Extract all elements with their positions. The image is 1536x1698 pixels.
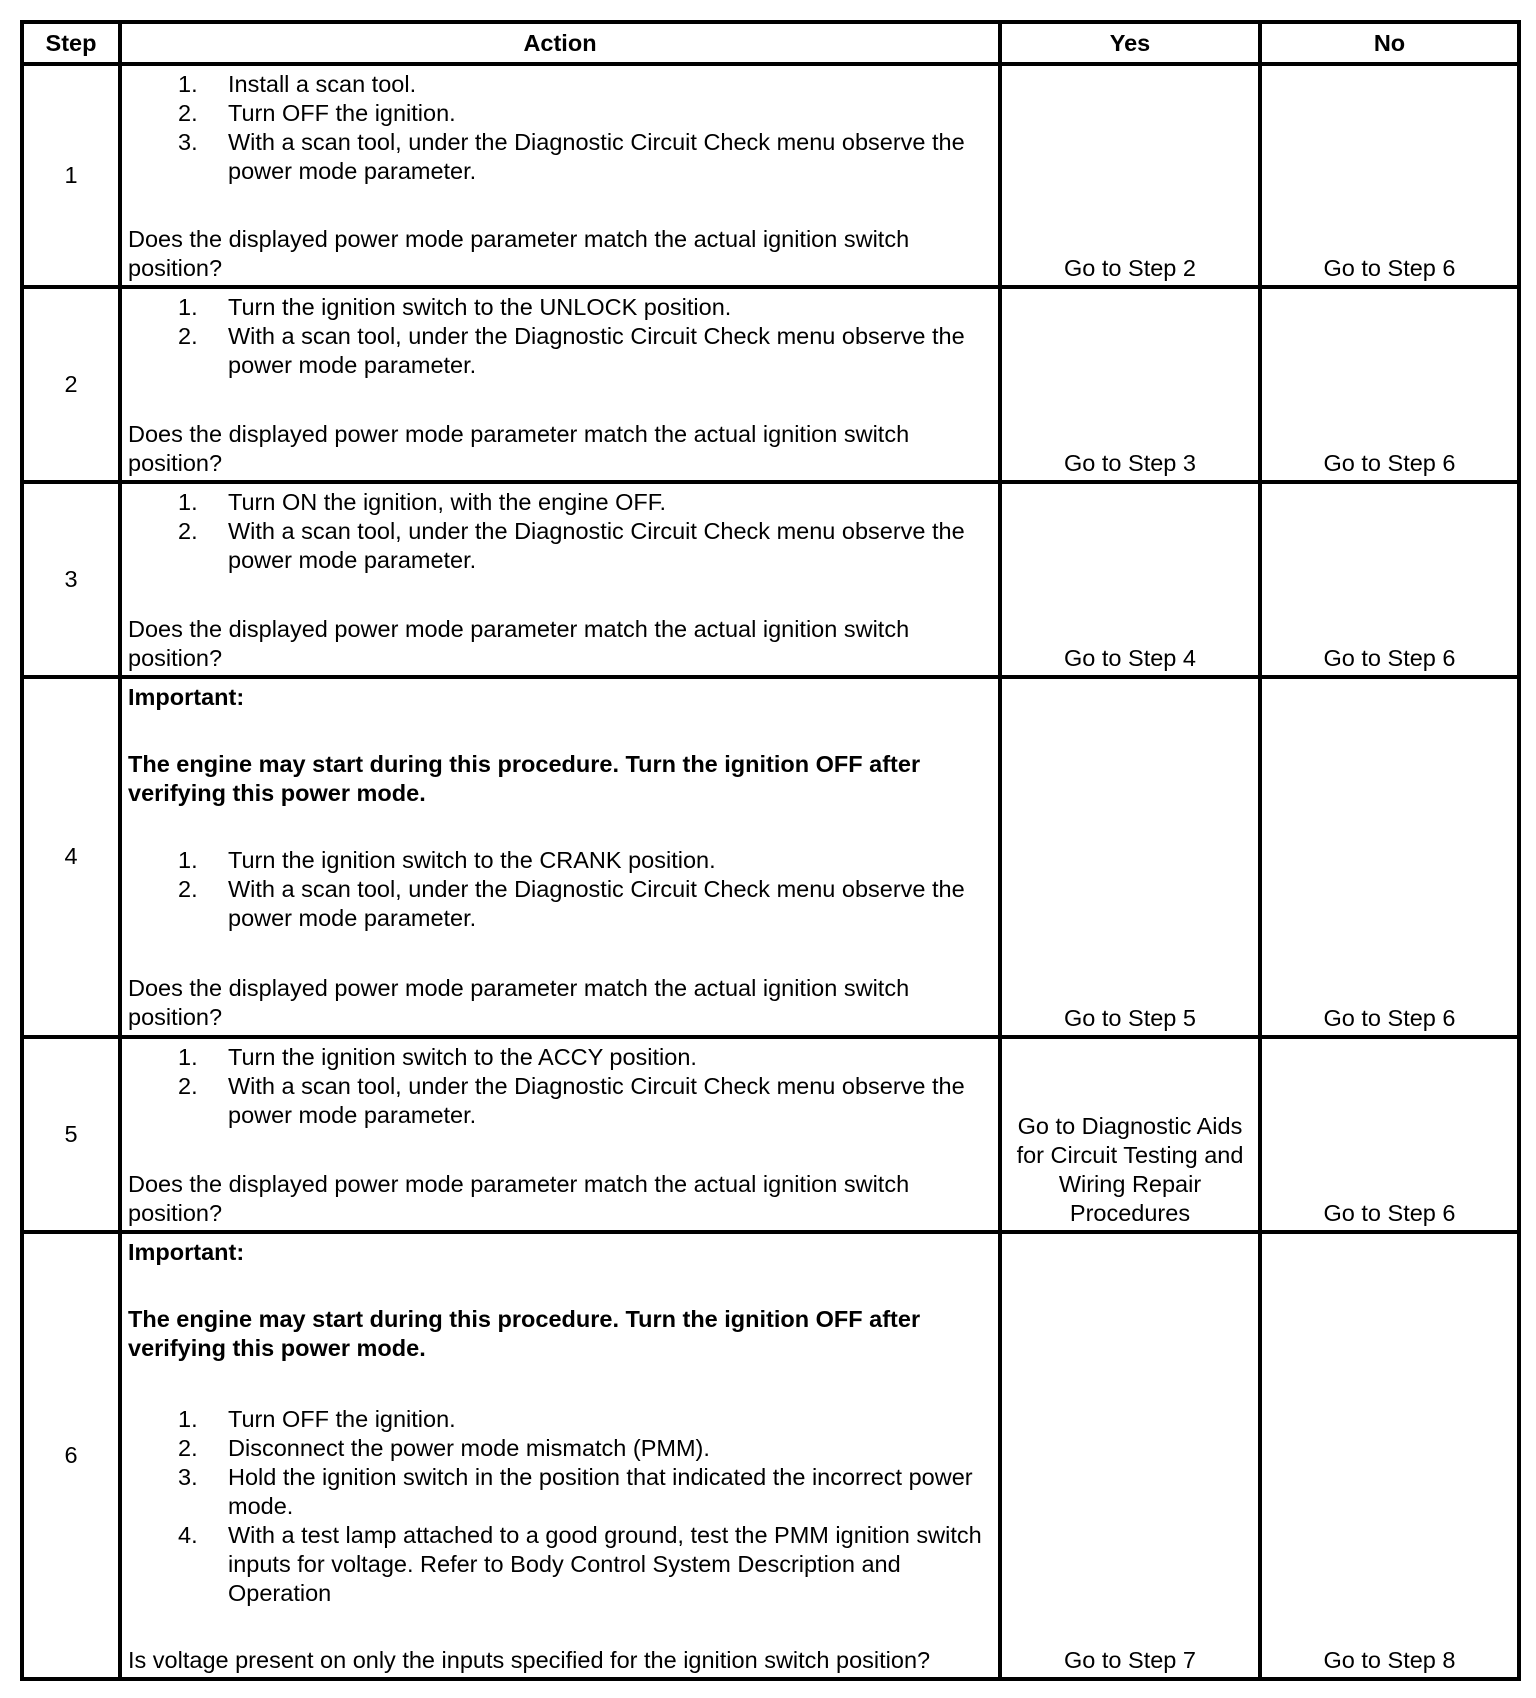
substep-number: 2.	[178, 518, 198, 545]
yes-outcome: Go to Step 3	[1000, 287, 1260, 482]
substep-text: Turn the ignition switch to the ACCY position.	[228, 1043, 697, 1070]
substep-text: Turn OFF the ignition.	[228, 100, 456, 126]
substep-item	[128, 1521, 992, 1608]
substep-text: Disconnect the power mode mismatch (PMM).	[228, 1434, 710, 1461]
substep-list	[128, 1405, 992, 1608]
substep-item	[128, 846, 992, 875]
action-cell	[120, 1232, 1000, 1679]
substep-number: 1.	[178, 489, 198, 516]
header-row	[22, 22, 1519, 64]
substep-number: 3.	[178, 129, 198, 155]
substep-text: Install a scan tool.	[228, 71, 417, 97]
substep-number: 1.	[178, 1405, 198, 1432]
substep-text: Hold the ignition switch in the position that indicated the incorrect power mode.	[228, 1463, 973, 1519]
substep-item	[128, 1405, 992, 1434]
header-no: No	[1260, 22, 1519, 64]
substep-item	[128, 70, 992, 99]
step-number: 3	[22, 482, 120, 677]
table-row	[22, 677, 1519, 1036]
substep-number: 1.	[178, 294, 198, 321]
table-row	[22, 1232, 1519, 1679]
important-note: The engine may start during this procedure. Turn the ignition OFF after verifying this power mode.	[128, 751, 921, 807]
substep-list	[128, 293, 992, 380]
substep-item	[128, 322, 992, 380]
step-question: Does the displayed power mode parameter match the actual ignition switch position?	[128, 975, 910, 1031]
substep-number: 2.	[178, 1434, 198, 1461]
no-outcome: Go to Step 6	[1260, 482, 1519, 677]
substep-item	[128, 1072, 992, 1130]
header-action: Action	[120, 22, 1000, 64]
important-note: The engine may start during this procedure. Turn the ignition OFF after verifying this power mode.	[128, 1305, 921, 1361]
important-label: Important:	[128, 684, 245, 711]
step-number: 4	[22, 677, 120, 1036]
substep-text: With a scan tool, under the Diagnostic Circuit Check menu observe the power mode parameter.	[228, 1072, 965, 1128]
table-row	[22, 64, 1519, 287]
substep-text: Turn OFF the ignition.	[228, 1405, 456, 1432]
diagnostic-table	[20, 20, 1521, 1681]
substep-item	[128, 128, 992, 186]
substep-text: With a scan tool, under the Diagnostic Circuit Check menu observe the power mode parameter.	[228, 129, 965, 184]
substep-number: 4.	[178, 1521, 198, 1548]
no-outcome: Go to Step 6	[1260, 287, 1519, 482]
action-cell	[120, 482, 1000, 677]
substep-number: 3.	[178, 1463, 198, 1490]
substep-item	[128, 293, 992, 322]
yes-outcome: Go to Step 5	[1000, 677, 1260, 1036]
table-row	[22, 1037, 1519, 1232]
substep-item	[128, 1463, 992, 1521]
step-number: 6	[22, 1232, 120, 1679]
step-question: Does the displayed power mode parameter match the actual ignition switch position?	[128, 226, 910, 281]
step-question: Is voltage present on only the inputs specified for the ignition switch position?	[128, 1646, 931, 1673]
substep-item	[128, 1434, 992, 1463]
no-outcome: Go to Step 6	[1260, 64, 1519, 287]
step-question: Does the displayed power mode parameter match the actual ignition switch position?	[128, 421, 910, 477]
header-step: Step	[22, 22, 120, 64]
substep-text: Turn ON the ignition, with the engine OFF.	[228, 489, 667, 516]
yes-outcome: Go to Step 7	[1000, 1232, 1260, 1679]
step-number: 2	[22, 287, 120, 482]
action-cell	[120, 1037, 1000, 1232]
substep-item	[128, 1043, 992, 1072]
action-cell	[120, 64, 1000, 287]
substep-item	[128, 99, 992, 128]
substep-list	[128, 1043, 992, 1130]
substep-text: With a test lamp attached to a good ground, test the PMM ignition switch inputs for voltage. Refer to Body Control System Description and Operation	[228, 1521, 982, 1606]
substep-number: 2.	[178, 100, 198, 126]
substep-list	[128, 488, 992, 575]
step-number: 1	[22, 64, 120, 287]
substep-item	[128, 488, 992, 517]
step-number: 5	[22, 1037, 120, 1232]
yes-outcome: Go to Step 2	[1000, 64, 1260, 287]
yes-outcome: Go to Step 4	[1000, 482, 1260, 677]
no-outcome: Go to Step 6	[1260, 677, 1519, 1036]
substep-number: 1.	[178, 1043, 198, 1070]
table-row	[22, 287, 1519, 482]
substep-item	[128, 517, 992, 575]
important-label: Important:	[128, 1238, 245, 1265]
action-cell	[120, 287, 1000, 482]
substep-list	[128, 846, 992, 933]
substep-number: 2.	[178, 876, 198, 903]
substep-list	[128, 70, 992, 186]
substep-number: 2.	[178, 1072, 198, 1099]
no-outcome: Go to Step 8	[1260, 1232, 1519, 1679]
substep-text: Turn the ignition switch to the CRANK position.	[228, 847, 716, 874]
yes-outcome: Go to Diagnostic Aids for Circuit Testing and Wiring Repair Procedures	[1000, 1037, 1260, 1232]
substep-text: With a scan tool, under the Diagnostic Circuit Check menu observe the power mode parameter.	[228, 323, 965, 379]
step-question: Does the displayed power mode parameter match the actual ignition switch position?	[128, 1170, 910, 1226]
substep-text: With a scan tool, under the Diagnostic Circuit Check menu observe the power mode parameter.	[228, 876, 965, 932]
substep-number: 2.	[178, 323, 198, 350]
substep-number: 1.	[178, 71, 198, 97]
action-cell	[120, 677, 1000, 1036]
table-row	[22, 482, 1519, 677]
step-question: Does the displayed power mode parameter match the actual ignition switch position?	[128, 616, 910, 672]
substep-text: Turn the ignition switch to the UNLOCK position.	[228, 294, 732, 321]
substep-number: 1.	[178, 847, 198, 874]
substep-text: With a scan tool, under the Diagnostic Circuit Check menu observe the power mode parameter.	[228, 518, 965, 574]
header-yes: Yes	[1000, 22, 1260, 64]
no-outcome: Go to Step 6	[1260, 1037, 1519, 1232]
substep-item	[128, 875, 992, 933]
